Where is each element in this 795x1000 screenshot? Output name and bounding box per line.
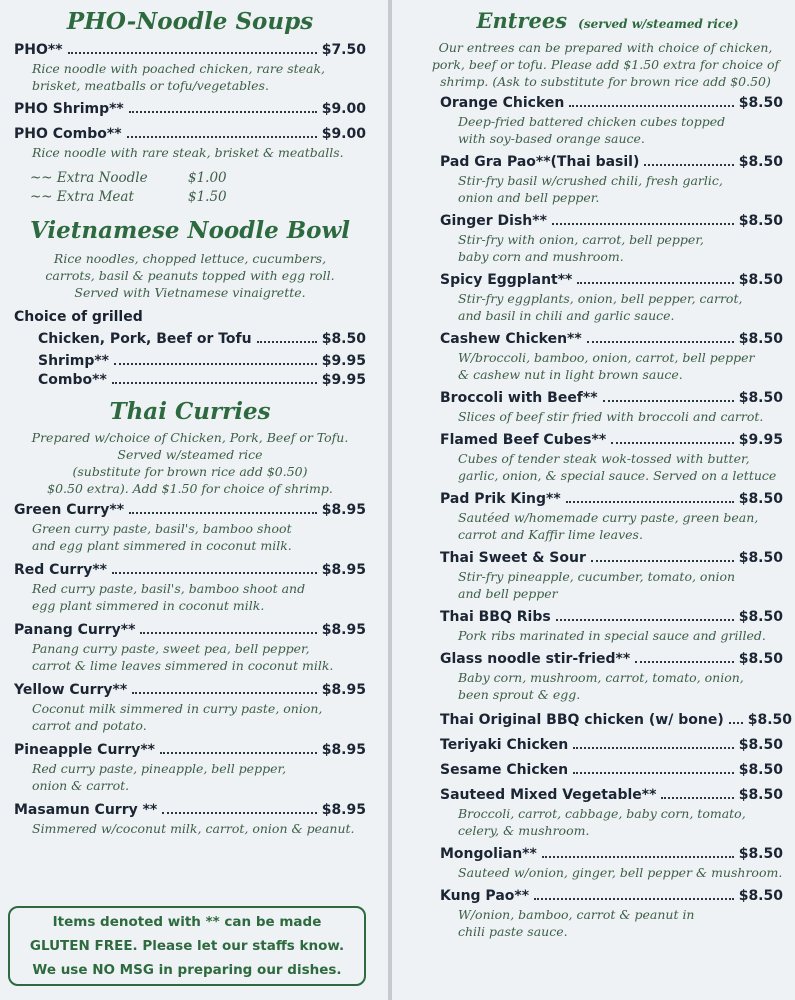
leader-dots: [644, 164, 733, 166]
item-description: Rice noodle with poached chicken, rare steak,: [32, 61, 326, 76]
leader-dots: [569, 105, 733, 107]
item-description: Simmered w/coconut milk, carrot, onion & peanut.: [32, 821, 355, 836]
choice-label: Choice of grilled: [14, 309, 143, 325]
menu-item: [440, 845, 783, 881]
leader-dots: [140, 632, 316, 634]
leader-dots: [566, 501, 734, 503]
item-price: $7.50: [321, 42, 366, 58]
item-description: egg plant simmered in coconut milk.: [32, 598, 265, 613]
item-description: Cubes of tender steak wok-tossed with butter,: [458, 451, 750, 466]
item-name: Masamun Curry **: [14, 802, 158, 818]
menu-item: [14, 100, 366, 119]
menu-item: [440, 94, 783, 147]
leader-dots: [542, 856, 734, 858]
intro-line: (substitute for brown rice add $0.50): [72, 464, 308, 479]
item-name: Yellow Curry**: [14, 682, 128, 698]
menu-item: [440, 761, 783, 780]
leader-dots: [114, 363, 317, 365]
menu-item: [14, 741, 366, 794]
item-price: $8.50: [738, 154, 783, 170]
leader-dots: [573, 747, 734, 749]
menu-item: [440, 389, 783, 425]
item-description: carrot & lime leaves simmered in coconut milk.: [32, 658, 334, 673]
item-description: with soy-based orange sauce.: [458, 131, 645, 146]
item-name: Sauteed Mixed Vegetable**: [440, 787, 657, 803]
section-intro: [424, 39, 787, 90]
notice-line: We use NO MSG in preparing our dishes.: [32, 962, 342, 978]
item-name: Cashew Chicken**: [440, 331, 582, 347]
menu-item: [14, 41, 366, 94]
item-price: $8.50: [738, 550, 783, 566]
item-name: Glass noodle stir-fried**: [440, 651, 631, 667]
item-description: Slices of beef stir fried with broccoli and carrot.: [458, 409, 764, 424]
leader-dots: [603, 400, 734, 402]
menu-item: [440, 490, 783, 543]
item-name: Orange Chicken: [440, 95, 565, 111]
item-name: Spicy Eggplant**: [440, 272, 573, 288]
item-description: Stir-fry eggplants, onion, bell pepper, carrot,: [458, 291, 743, 306]
section-intro: [14, 429, 366, 497]
item-name: Combo**: [38, 372, 107, 388]
item-name: Shrimp**: [38, 353, 110, 369]
menu-item: [440, 153, 783, 206]
leader-dots: [591, 560, 734, 562]
item-price: $8.50: [738, 651, 783, 667]
intro-line: Prepared w/choice of Chicken, Pork, Beef or Tofu.: [31, 430, 349, 445]
item-price: $8.50: [738, 609, 783, 625]
item-name: PHO Combo**: [14, 126, 122, 142]
leader-dots: [68, 52, 317, 54]
item-description: W/broccoli, bamboo, onion, carrot, bell pepper: [458, 350, 755, 365]
intro-line: pork, beef or tofu. Please add $1.50 extra for choice of: [431, 57, 780, 72]
item-description: Red curry paste, pineapple, bell pepper,: [32, 761, 287, 776]
leader-dots: [112, 382, 317, 384]
item-price: $8.50: [738, 737, 783, 753]
item-description: carrot and potato.: [32, 718, 147, 733]
menu-item: [440, 549, 783, 602]
intro-line: Our entrees can be prepared with choice of chicken,: [438, 40, 773, 55]
item-description: carrot and Kaffir lime leaves.: [458, 527, 643, 542]
item-price: $8.95: [321, 802, 366, 818]
item-name: Kung Pao**: [440, 888, 530, 904]
item-name: Pad Gra Pao**(Thai basil): [440, 154, 640, 170]
item-name: Thai Original BBQ chicken (w/ bone): [440, 712, 724, 728]
item-name: Sesame Chicken: [440, 762, 569, 778]
item-description: been sprout & egg.: [458, 687, 581, 702]
intro-line: Served w/steamed rice: [117, 447, 263, 462]
entrees-section-title: Entrees: [476, 8, 568, 33]
menu-item: [14, 330, 366, 349]
leader-dots: [257, 341, 317, 343]
item-description: Stir-fry pineapple, cucumber, tomato, onion: [458, 569, 736, 584]
item-description: Broccoli, carrot, cabbage, baby corn, tomato,: [458, 806, 746, 821]
item-price: $8.50: [738, 95, 783, 111]
item-name: Thai Sweet & Sour: [440, 550, 586, 566]
item-description: Coconut milk simmered in curry paste, onion,: [32, 701, 323, 716]
leader-dots: [556, 619, 734, 621]
item-price: $8.50: [738, 272, 783, 288]
leader-dots: [729, 722, 743, 724]
item-price: $8.95: [321, 622, 366, 638]
item-price: $8.50: [738, 491, 783, 507]
menu-item: [14, 621, 366, 674]
item-name: Ginger Dish**: [440, 213, 547, 229]
item-description: onion & carrot.: [32, 778, 130, 793]
item-description: onion and bell pepper.: [458, 190, 600, 205]
item-price: $8.50: [738, 888, 783, 904]
item-price: $9.95: [321, 353, 366, 369]
item-description: brisket, meatballs or tofu/vegetables.: [32, 78, 269, 93]
item-name: PHO**: [14, 42, 63, 58]
item-description: celery, & mushroom.: [458, 823, 590, 838]
menu-item: [14, 125, 366, 161]
menu-item: [14, 801, 366, 837]
menu-item: [440, 736, 783, 755]
menu-item: [440, 711, 793, 730]
item-description: chili paste sauce.: [458, 924, 568, 939]
item-description: Green curry paste, basil's, bamboo shoot: [32, 521, 292, 536]
item-price: $8.50: [747, 712, 793, 728]
menu-item: [440, 431, 783, 484]
item-description: Sautéed w/homemade curry paste, green bean,: [458, 510, 759, 525]
item-name: Thai BBQ Ribs: [440, 609, 551, 625]
intro-line: $0.50 extra). Add $1.50 for choice of shrimp.: [47, 481, 333, 496]
leader-dots: [127, 136, 317, 138]
section-intro: [14, 250, 366, 301]
intro-line: Rice noodles, chopped lettuce, cucumbers,: [53, 251, 327, 266]
item-name: Green Curry**: [14, 502, 125, 518]
item-name: Mongolian**: [440, 846, 537, 862]
menu-item: [440, 887, 783, 940]
leader-dots: [129, 111, 317, 113]
menu-item: [14, 352, 366, 371]
item-price: $8.50: [321, 331, 366, 347]
menu-item: [440, 212, 783, 265]
menu-left-column: [0, 0, 388, 1000]
intro-line: shrimp. (Ask to substitute for brown rice add $0.50): [440, 74, 771, 89]
item-description: Red curry paste, basil's, bamboo shoot and: [32, 581, 306, 596]
leader-dots: [635, 661, 734, 663]
item-price: $8.50: [738, 331, 783, 347]
item-description: W/onion, bamboo, carrot & peanut in: [458, 907, 695, 922]
extra-price: $1.00: [188, 170, 227, 186]
item-name: Red Curry**: [14, 562, 107, 578]
item-price: $9.00: [321, 126, 366, 142]
item-price: $8.95: [321, 502, 366, 518]
item-description: Deep-fried battered chicken cubes topped: [458, 114, 726, 129]
leader-dots: [611, 442, 734, 444]
menu-item: [14, 561, 366, 614]
noodle-bowl-section-title: Vietnamese Noodle Bowl: [29, 217, 351, 244]
item-description: Panang curry paste, sweet pea, bell pepper,: [32, 641, 310, 656]
item-name: Pineapple Curry**: [14, 742, 155, 758]
extra-price: $1.50: [188, 189, 227, 205]
leader-dots: [160, 752, 317, 754]
item-description: Sauteed w/onion, ginger, bell pepper & mushroom.: [458, 865, 783, 880]
leader-dots: [552, 223, 734, 225]
menu-item: [14, 371, 366, 390]
entrees-header: [432, 8, 783, 33]
item-price: $8.50: [738, 787, 783, 803]
menu-item: [14, 501, 366, 554]
item-description: Pork ribs marinated in special sauce and grilled.: [458, 628, 766, 643]
menu-right-column: [392, 0, 795, 1000]
notice-line: GLUTEN FREE. Please let our staffs know.: [29, 938, 345, 954]
item-price: $8.50: [738, 846, 783, 862]
item-description: baby corn and mushroom.: [458, 249, 624, 264]
item-description: Baby corn, mushroom, carrot, tomato, onion,: [458, 670, 744, 685]
leader-dots: [132, 692, 317, 694]
gluten-free-notice: [8, 906, 366, 986]
item-name: Flamed Beef Cubes**: [440, 432, 607, 448]
intro-line: carrots, basil & peanuts topped with egg roll.: [45, 268, 335, 283]
item-price: $9.95: [738, 432, 783, 448]
leader-dots: [129, 512, 317, 514]
item-name: Chicken, Pork, Beef or Tofu: [38, 331, 252, 347]
item-price: $8.50: [738, 390, 783, 406]
menu-item: [440, 271, 783, 324]
item-price: $8.95: [321, 682, 366, 698]
leader-dots: [587, 341, 734, 343]
item-price: $8.50: [738, 762, 783, 778]
item-name: Teriyaki Chicken: [440, 737, 569, 753]
item-description: and basil in chili and garlic sauce.: [458, 308, 675, 323]
item-name: Pad Prik King**: [440, 491, 561, 507]
pho-section-title: PHO-Noodle Soups: [66, 8, 314, 35]
item-price: $9.95: [321, 372, 366, 388]
leader-dots: [534, 898, 734, 900]
extra-option: [14, 169, 366, 188]
notice-line: Items denoted with ** can be made: [52, 914, 322, 930]
item-name: Panang Curry**: [14, 622, 136, 638]
leader-dots: [577, 282, 733, 284]
menu-item: [440, 650, 783, 703]
item-price: $8.50: [738, 213, 783, 229]
item-name: PHO Shrimp**: [14, 101, 124, 117]
curries-section-title: Thai Curries: [109, 398, 271, 425]
item-description: Stir-fry basil w/crushed chili, fresh garlic,: [458, 173, 723, 188]
entrees-subtitle: (served w/steamed rice): [578, 17, 739, 31]
menu-item: [440, 608, 783, 644]
item-description: Stir-fry with onion, carrot, bell pepper,: [458, 232, 704, 247]
item-description: and bell pepper: [458, 586, 558, 601]
item-price: $9.00: [321, 101, 366, 117]
item-description: Rice noodle with rare steak, brisket & meatballs.: [32, 145, 344, 160]
leader-dots: [162, 812, 316, 814]
leader-dots: [112, 572, 317, 574]
extra-option: [14, 188, 366, 207]
menu-item: [14, 681, 366, 734]
extra-name: ~~ Extra Meat: [30, 189, 134, 205]
intro-line: Served with Vietnamese vinaigrette.: [74, 285, 306, 300]
leader-dots: [573, 772, 734, 774]
item-price: $8.95: [321, 562, 366, 578]
extra-name: ~~ Extra Noodle: [30, 170, 148, 186]
menu-item: [440, 786, 783, 839]
leader-dots: [661, 797, 733, 799]
menu-item: [440, 330, 783, 383]
item-description: garlic, onion, & special sauce. Served on a lettuce: [458, 468, 777, 483]
item-price: $8.95: [321, 742, 366, 758]
item-description: and egg plant simmered in coconut milk.: [32, 538, 292, 553]
item-description: & cashew nut in light brown sauce.: [458, 367, 683, 382]
item-name: Broccoli with Beef**: [440, 390, 598, 406]
